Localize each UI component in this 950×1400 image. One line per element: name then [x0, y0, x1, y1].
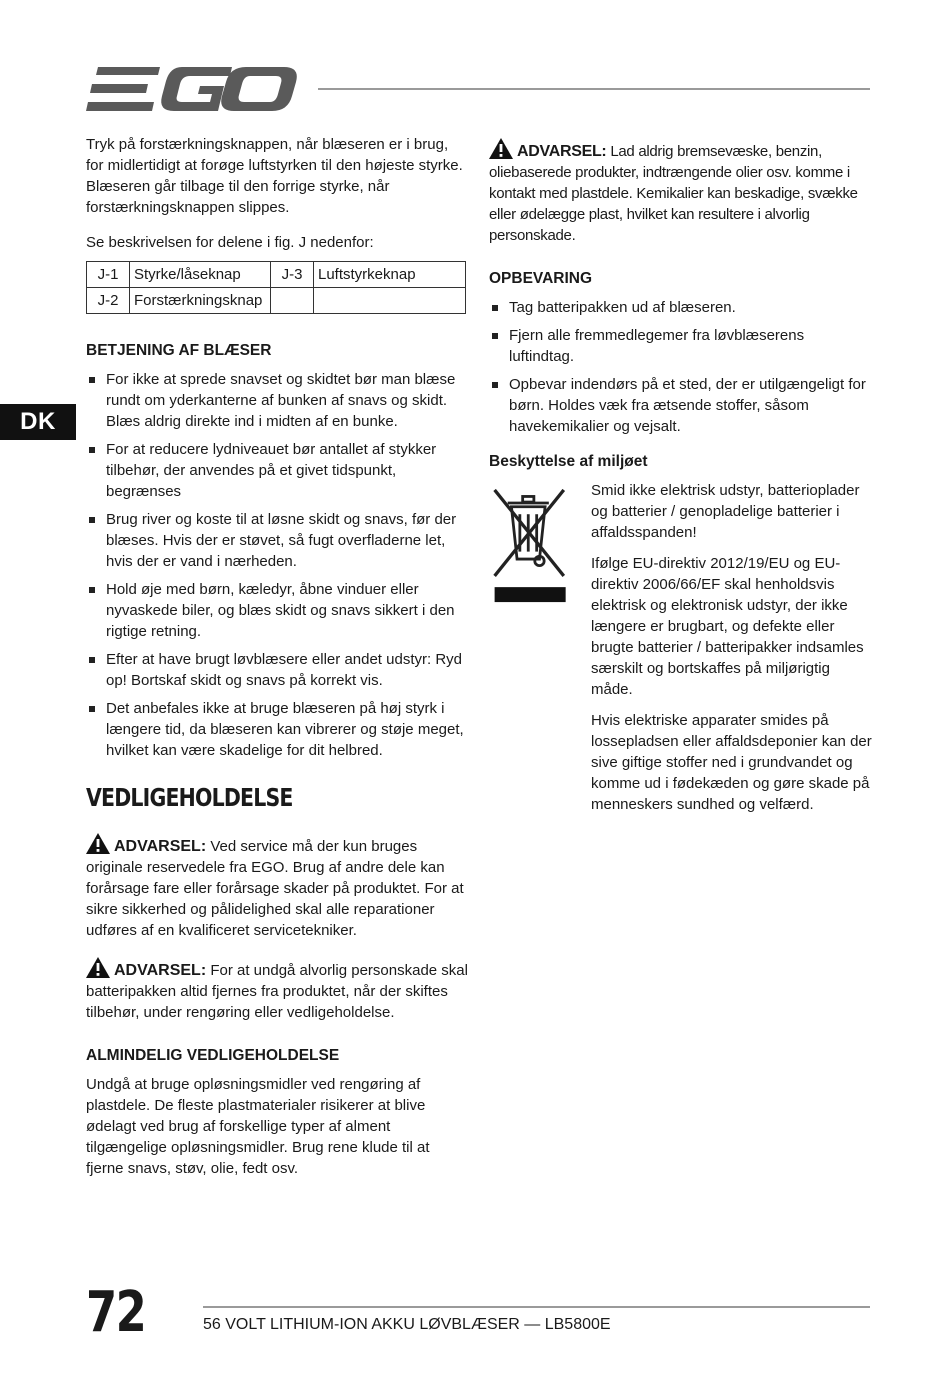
header-rule [318, 88, 870, 90]
list-item: Fjern alle fremmedlegemer fra løvblæserens luftindtag. [489, 325, 873, 367]
table-cell: J-2 [87, 288, 130, 314]
warning-label: ADVARSEL: [517, 143, 607, 160]
list-item: Det anbefales ikke at bruge blæseren på høj styrk i længere tid, da blæseren kan vibrerer og støje meget, hvilket kan være skadelige for dit helbred. [86, 698, 468, 761]
right-column [489, 138, 873, 825]
table-cell [271, 288, 314, 314]
table-cell: J-3 [271, 262, 314, 288]
warning-triangle-icon [489, 138, 513, 159]
list-item: Brug river og koste til at løsne skidt og snavs, før der blæses. Hvis der er støvet, så fugt overfladerne let, hvis der er vand i nærheden. [86, 509, 468, 572]
page-number: 72 [86, 1280, 146, 1345]
footer-rule [203, 1306, 870, 1308]
list-item: Efter at have brugt løvblæsere eller andet udstyr: Ryd op! Bortskaf skidt og snavs på korrekt vis. [86, 649, 468, 691]
warning-paragraph [86, 957, 468, 1023]
language-tab: DK [0, 404, 76, 440]
table-cell: J-1 [87, 262, 130, 288]
general-maintenance-text: Undgå at bruge opløsningsmidler ved rengøring af plastdele. De fleste plastmaterialer risikerer at blive ødelagt ved brug af forskellige typer af alment tilgængelige opløsningsmidler. Brug rene klude til at fjerne snavs, støv, olie, fedt osv. [86, 1076, 430, 1177]
storage-list [489, 297, 873, 437]
operation-heading: BETJENING AF BLÆSER [86, 342, 272, 359]
warning-label: ADVARSEL: [114, 838, 207, 855]
warning-text: Ved service må der kun bruges originale reservedele fra EGO. Brug af andre dele kan forårsage fare eller forårsage skader på produktet. For at sikre sikkerhed og pålidelighed skal alle reparationer udføres af en kvalificeret servicetekniker. [86, 838, 464, 939]
list-item: Hold øje med børn, kæledyr, åbne vinduer eller nyvaskede biler, og blæs skidt og snavs sikkert i den rigtige retning. [86, 579, 468, 642]
maintenance-heading: VEDLIGEHOLDELSE [86, 783, 293, 812]
environment-heading: Beskyttelse af miljøet [489, 453, 648, 470]
parts-intro: Se beskrivelsen for delene i fig. J nedenfor: [86, 234, 374, 251]
env-paragraph: Smid ikke elektrisk udstyr, batterioplader og batterier / genopladelige batterier i affaldsspanden! [591, 482, 860, 541]
warning-triangle-icon [86, 833, 110, 854]
table-cell: Styrke/låseknap [130, 262, 271, 288]
list-item: For ikke at sprede snavset og skidtet bør man blæse rundt om yderkanterne af bunken af snavs og skidt. Blæs aldrig direkte ind i midten af en bunke. [86, 369, 468, 432]
env-paragraph: Ifølge EU-direktiv 2012/19/EU og EU-direktiv 2006/66/EF skal henholdsvis elektrisk og elektronisk udstyr, der ikke længere er brugbart, og defekte eller brugte batterier / batteripakker indsamles særskilt og bortskaffes på miljørigtig måde. [591, 555, 864, 698]
operation-list [86, 369, 468, 761]
env-paragraph: Hvis elektriske apparater smides på lossepladsen eller affaldsdeponier kan der sive giftige stoffer ned i grundvandet og komme ud i fødekæden og gøre skade på menneskers sundhed og velfærd. [591, 712, 872, 813]
environment-block [489, 480, 873, 825]
intro-paragraph: Tryk på forstærkningsknappen, når blæseren er i brug, for midlertidigt at forøge luftstyrken til den højeste styrke. Blæseren går tilbage til den forrige styrke, når forstærkningsknappen slippes. [86, 136, 463, 216]
environment-text [591, 480, 873, 825]
footer-title: 56 VOLT LITHIUM-ION AKKU LØVBLÆSER — LB5800E [203, 1316, 611, 1333]
table-cell [314, 288, 466, 314]
list-item: For at reducere lydniveauet bør antallet af stykker tilbehør, der anvendes på et givet tidspunkt, begrænses [86, 439, 468, 502]
parts-table [86, 261, 466, 314]
warning-text: Lad aldrig bremsevæske, benzin, oliebaserede produkter, indtrængende olier osv. komme i kontakt med plastdele. Kemikalier kan beskadige, svække eller ødelægge plast, hvilket kan resultere i alvorlig personskade. [489, 143, 858, 244]
list-item: Tag batteripakken ud af blæseren. [489, 297, 873, 318]
warning-label: ADVARSEL: [114, 962, 207, 979]
warning-paragraph [489, 138, 873, 246]
table-cell: Luftstyrkeknap [314, 262, 466, 288]
warning-triangle-icon [86, 957, 110, 978]
general-maintenance-heading: ALMINDELIG VEDLIGEHOLDELSE [86, 1047, 340, 1064]
table-row [87, 288, 466, 314]
left-column [86, 134, 468, 1193]
storage-heading: OPBEVARING [489, 270, 593, 287]
weee-bin-icon [489, 480, 581, 825]
warning-text: For at undgå alvorlig personskade skal batteripakken altid fjernes fra produktet, når der skiftes tilbehør, under rengøring eller vedligeholdelse. [86, 962, 468, 1021]
warning-paragraph [86, 833, 468, 941]
table-row [87, 262, 466, 288]
ego-logo [86, 64, 298, 114]
table-cell: Forstærkningsknap [130, 288, 271, 314]
list-item: Opbevar indendørs på et sted, der er utilgængeligt for børn. Holdes væk fra ætsende stoffer, såsom havekemikalier og vejsalt. [489, 374, 873, 437]
